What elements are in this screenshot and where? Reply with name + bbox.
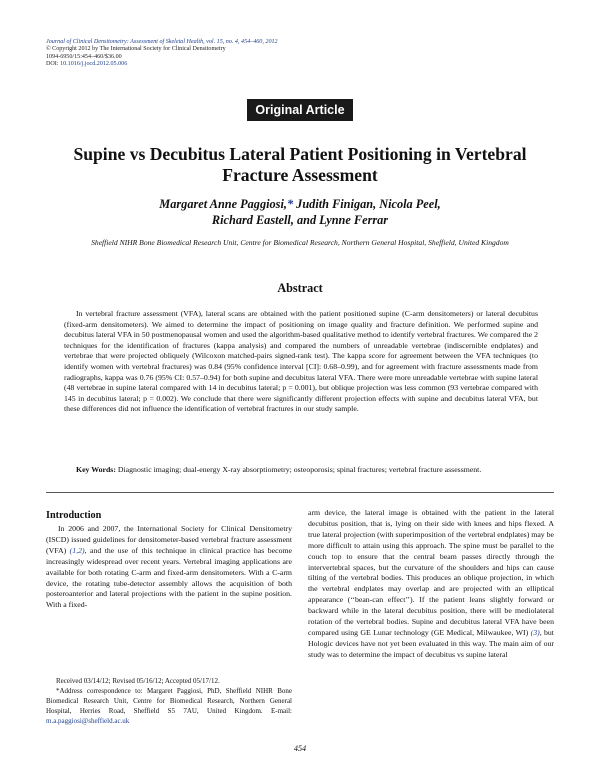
intro-p1-a: In 2006 and 2007, the International Society for Clinical Densitometry (ISCD) issued guidelines for densitometer-based vertebral fracture assessment (VFA) <box>46 524 292 555</box>
authors-line1-rest: Judith Finigan, Nicola Peel, <box>293 197 441 211</box>
intro-column-1 <box>46 524 292 611</box>
intro-col2-b: , but Hologic devices have not yet been evaluated in this way. The main aim of our study was to determine the impact of decubitus vs supine lateral <box>308 627 554 659</box>
article-title: Supine vs Decubitus Lateral Patient Positioning in Vertebral Fracture Assessment <box>73 144 527 185</box>
citation-link-1-2[interactable]: (1,2) <box>69 545 85 555</box>
keywords-text: Diagnostic imaging; dual-energy X-ray absorptiometry; osteoporosis; spinal fractures; vertebral fracture assessment. <box>115 465 482 474</box>
citation-link-3[interactable]: (3) <box>530 627 540 637</box>
corresponding-author-link[interactable]: * <box>286 197 294 211</box>
issn-line: 1094-6950/15:454–460/$36.00 <box>46 53 122 60</box>
affiliation: Sheffield NIHR Bone Biomedical Research Unit, Centre for Biomedical Research, Northern General Hospital, Sheffield, United Kingdom <box>91 238 509 247</box>
doi-link[interactable]: 10.1016/j.jocd.2012.05.006 <box>60 60 128 67</box>
intro-col2-a: arm device, the lateral image is obtained with the patient in the lateral decubitus position, that is, lying on their side with knees and hips flexed. A true lateral projection (with superimposition of the vertebral endplates) may be more difficult to attain using this approach. The spine must be parallel to the couch top to ensure that the central beam passes directly through the intervertebral spaces, but the curvature of the shoulders and hips can cause tilting of the vertebral bodies. This produces an oblique projection, in which the vertebral endplates may overlap and are projected with an elliptical appearance (‘‘bean-can effect’’). If the patient leans slightly forward or backward while in the lateral decubitus position, there will be mediolateral rotation of the vertebral bodies. Supine and decubitus lateral VFA have been compared using GE Lunar technology (GE Medical, Milwaukee, WI) <box>308 508 554 637</box>
intro-column-2 <box>308 508 554 661</box>
abstract-heading: Abstract <box>277 281 323 295</box>
footnote <box>46 676 292 726</box>
intro-p1-b: , and the use of this technique in clinical practice has become increasingly widespread over recent years. Vertebral imaging applications are available for both rotating C-arm and fixed-arm densitometers. With a C-arm device, the rotating tube-detector assembly allows the acquisition of both posteroanterior and lateral projections with the patient in the supine position. With a fixed- <box>46 545 292 610</box>
doi-label: DOI: <box>46 60 59 67</box>
address-text: *Address correspondence to: Margaret Paggiosi, PhD, Sheffield NIHR Bone Biomedical Research Unit, Centre for Biomedical Research, Northern General Hospital, Herries Road, Sheffield S5 7AU, United Kingdom. E-mail: <box>46 687 292 715</box>
journal-citation[interactable]: Journal of Clinical Densitometry: Assessment of Skeletal Health, vol. 15, no. 4, 454–460, 2012 <box>46 39 278 45</box>
copyright-line: © Copyright 2012 by The International Society for Clinical Densitometry <box>46 46 226 53</box>
page-number: 454 <box>293 744 307 753</box>
received-dates: Received 03/14/12; Revised 05/16/12; Accepted 05/17/12. <box>56 677 220 685</box>
section-divider <box>46 492 554 493</box>
email-link[interactable]: m.a.paggiosi@sheffield.ac.uk <box>46 717 130 725</box>
article-type-badge: Original Article <box>247 99 353 121</box>
keywords-label: Key Words: <box>76 465 116 474</box>
abstract-text: In vertebral fracture assessment (VFA), lateral scans are obtained with the patient positioned supine (C-arm densitometers) or lateral decubitus (fixed-arm densitometers). We aimed to determine the impact of positioning on image quality and fracture definition. We performed supine and decubitus lateral VFA in 50 postmenopausal women and used the algorithm-based qualitative method to identify vertebral fractures. We compared the 2 techniques for the identification of fractures (kappa analysis) and compared the numbers of unreadable vertebrae (indiscernible endplates) and vertebrae that were projected obliquely (Wilcoxon matched-pairs signed-rank test). The kappa score for agreement between the VFA techniques (to identify women with vertebral fractures) was 0.84 (95% confidence interval [CI]: 0.68–0.99), and for agreement with fracture assessments made from radiographs, kappa was 0.76 (95% CI: 0.57–0.94) for both supine and decubitus lateral VFA. There were more unreadable vertebrae with supine lateral (48 vertebrae in supine lateral compared with 14 in decubitus lateral; p = 0.001), but oblique projection was less common (93 vertebrae compared with 145 in decubitus lateral; p = 0.002). We conclude that there were significantly different projection effects with supine and decubitus lateral VFA, but these differences did not influence the identification of vertebral fractures in our study sample. <box>64 309 538 414</box>
authors-line2: Richard Eastell, and Lynne Ferrar <box>211 212 389 227</box>
keywords <box>64 465 538 476</box>
journal-header <box>46 39 376 68</box>
correspondence-address <box>46 686 292 726</box>
introduction-heading: Introduction <box>46 510 102 521</box>
author-paggiosi: Margaret Anne Paggiosi, <box>159 197 287 211</box>
doi-line <box>46 61 376 68</box>
author-list <box>40 197 560 228</box>
